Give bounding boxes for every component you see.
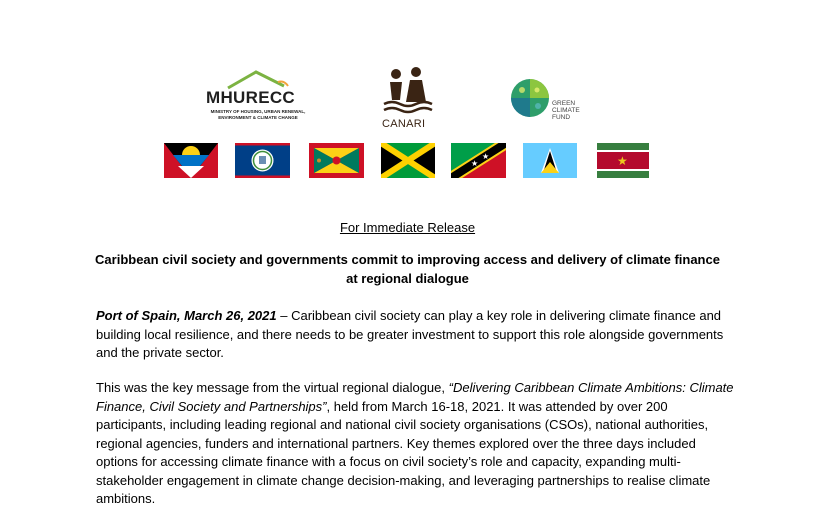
body-paragraph-2 [96, 379, 736, 509]
saint-lucia-flag [523, 143, 577, 178]
mhurecc-logo [200, 68, 310, 130]
gcf-name-line3: FUND [552, 114, 571, 121]
headline [90, 250, 725, 288]
mhurecc-subtitle: MINISTRY OF HOUSING, URBAN RENEWAL, ENVIRONMENT & CLIMATE CHANGE [210, 109, 306, 120]
paragraph-2-intro: This was the key message from the virtual regional dialogue, [96, 380, 449, 395]
paragraph-2-text: , held from March 16-18, 2021. It was attended by over 200 participants, including leading regional and national civil society organisations (CSOs), national authorities, regional agencies, funders and international partners. Key themes explored over the three days included options for accessing climate finance with a focus on civil society’s role and capacity, expanding multi-stakeholder engagement in climate change decision-making, and leveraging partnerships to realise climate ambitions. [96, 398, 711, 506]
suriname-flag [597, 143, 649, 178]
mhurecc-name: MHURECC [206, 88, 295, 107]
canari-figures-icon [378, 66, 438, 120]
event-title: “Delivering Caribbean Climate Ambitions: Climate Finance, Civil Society and Partnerships” [96, 380, 734, 414]
dateline: Port of Spain, March 26, 2021 [96, 308, 277, 323]
canari-logo [378, 66, 438, 134]
svg-text:★: ★ [471, 159, 479, 168]
green-climate-fund-logo [508, 76, 598, 128]
svg-text:★: ★ [482, 152, 490, 161]
belize-flag [235, 143, 290, 178]
grenada-flag [309, 143, 364, 178]
release-label: For Immediate Release [339, 220, 476, 235]
saint-kitts-and-nevis-flag [451, 143, 506, 178]
antigua-and-barbuda-flag [164, 143, 218, 178]
gcf-name-line2: CLIMATE [552, 107, 580, 114]
svg-text:★: ★ [617, 154, 628, 168]
gcf-name-line1: GREEN [552, 100, 576, 107]
jamaica-flag [381, 143, 435, 178]
canari-name: CANARI [382, 118, 426, 130]
body-paragraph-1 [96, 307, 736, 363]
paragraph-1-text: – Caribbean civil society can play a key role in delivering climate finance and building local resilience, and there needs to be greater investment to support this role alongside governments and the private sector. [96, 308, 724, 360]
gcf-globe-icon [510, 78, 552, 120]
headline-line2: at regional dialogue [346, 271, 469, 286]
headline-line1: Caribbean civil society and governments commit to improving access and delivery of climate finance [95, 252, 720, 267]
gcf-name [552, 100, 580, 121]
